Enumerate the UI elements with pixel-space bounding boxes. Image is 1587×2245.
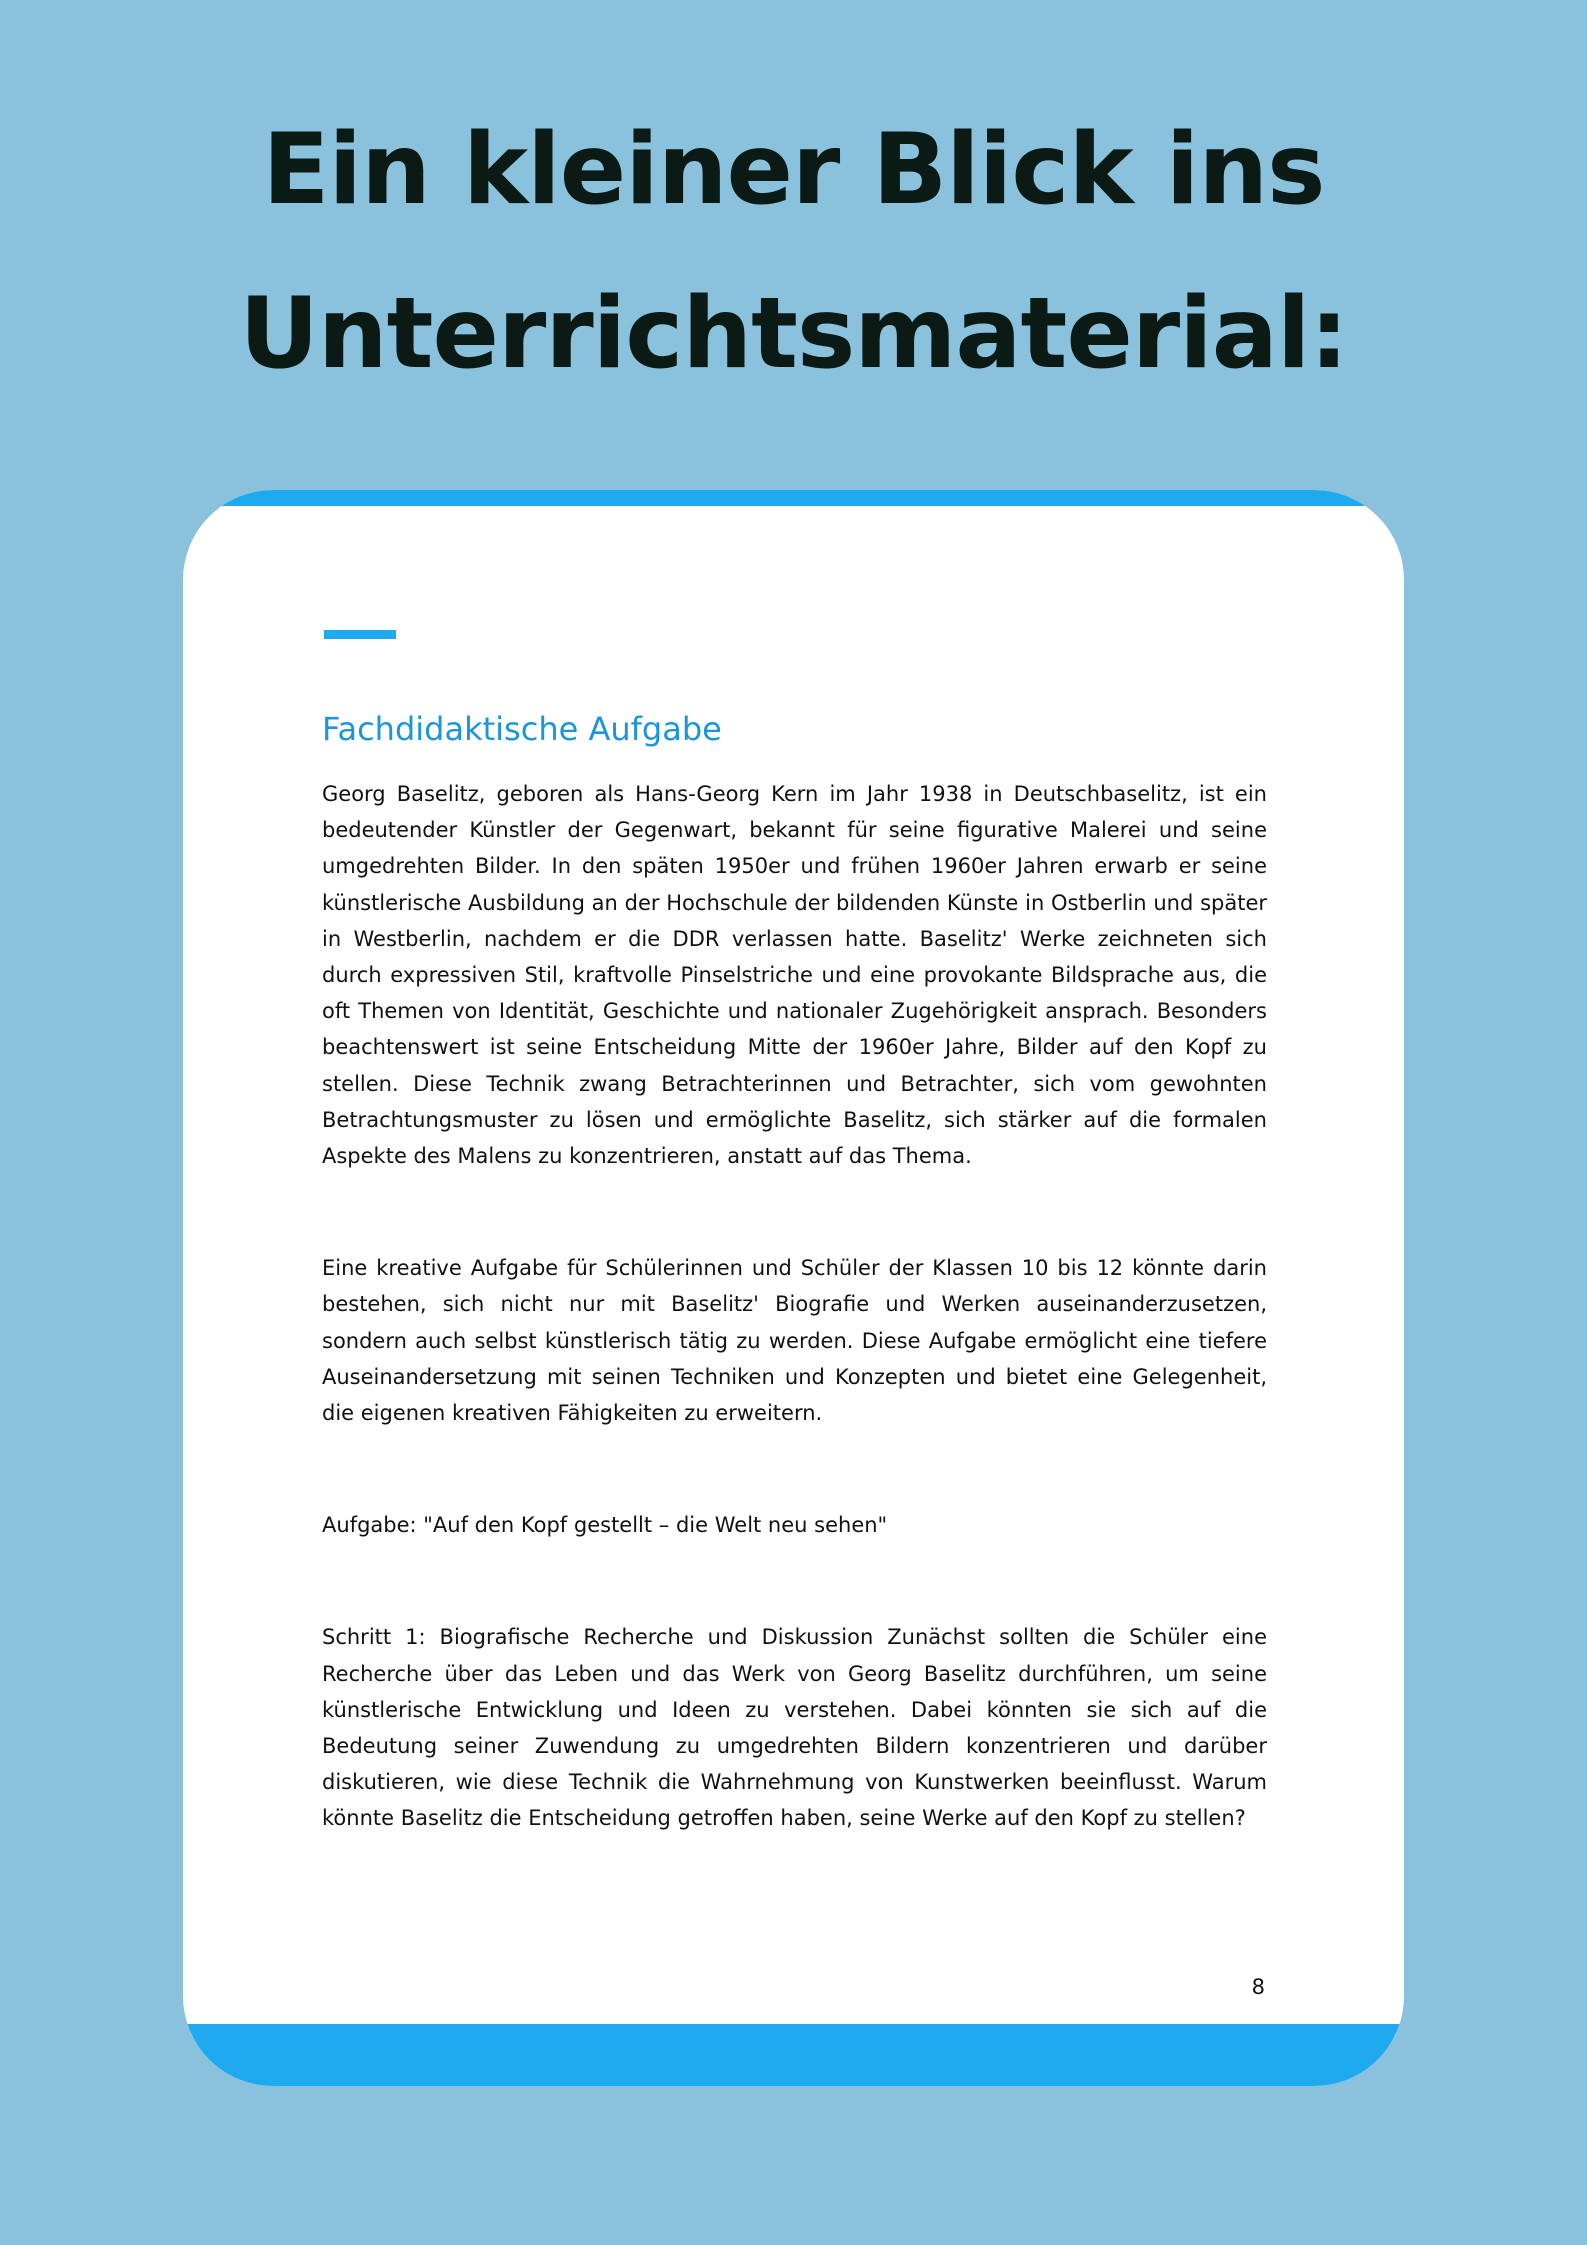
section-heading: Fachdidaktische Aufgabe: [322, 710, 722, 748]
document-card: [183, 490, 1404, 2086]
page-title: [0, 88, 1587, 416]
paragraph-step-1: Schritt 1: Biografische Recherche und Diskussion Zunächst sollten die Schüler eine Recherche über das Leben und das Werk von Georg Baselitz durchführen, um seine künstlerische Entwicklung und Ideen zu verstehen. Dabei könnten sie sich auf die Bedeutung seiner Zuwendung zu umgedrehten Bildern konzentrieren und darüber diskutieren, wie diese Technik die Wahrnehmung von Kunstwerken beeinflusst. Warum könnte Baselitz die Entscheidung getroffen haben, seine Werke auf den Kopf zu stellen?: [322, 1625, 1267, 1831]
page-title-line-1: Ein kleiner Blick ins: [262, 113, 1325, 227]
card-bottom-accent-bar: [183, 2024, 1404, 2086]
accent-dash: [324, 630, 396, 639]
card-top-accent-bar: [183, 490, 1404, 506]
card-content: [322, 708, 1267, 1837]
paragraph-biography: Georg Baselitz, geboren als Hans-Georg Kern im Jahr 1938 in Deutschbaselitz, ist ein bedeutender Künstler der Gegenwart, bekannt für seine figurative Malerei und seine umgedrehten Bilder. In den späten 1950er und frühen 1960er Jahren erwarb er seine künstlerische Ausbildung an der Hochschule der bildenden Künste in Ostberlin und später in Westberlin, nachdem er die DDR verlassen hatte. Baselitz' Werke zeichneten sich durch expressiven Stil, kraftvolle Pinselstriche und eine provokante Bildsprache aus, die oft Themen von Identität, Geschichte und nationaler Zugehörigkeit ansprach. Besonders beachtenswert ist seine Entscheidung Mitte der 1960er Jahre, Bilder auf den Kopf zu stellen. Diese Technik zwang Betrachterinnen und Betrachter, sich vom gewohnten Betrachtungsmuster zu lösen und ermöglichte Baselitz, sich stärker auf die formalen Aspekte des Malens zu konzentrieren, anstatt auf das Thema.: [322, 782, 1267, 1169]
paragraph-task-title: Aufgabe: "Auf den Kopf gestellt – die Welt neu sehen": [322, 1513, 888, 1538]
page-number: 8: [1251, 1975, 1265, 1999]
page-title-line-2: Unterrichtsmaterial:: [239, 277, 1348, 391]
paragraph-creative-task: Eine kreative Aufgabe für Schülerinnen und Schüler der Klassen 10 bis 12 könnte darin bestehen, sich nicht nur mit Baselitz' Biografie und Werken auseinanderzusetzen, sondern auch selbst künstlerisch tätig zu werden. Diese Aufgabe ermöglicht eine tiefere Auseinandersetzung mit seinen Techniken und Konzepten und bietet eine Gelegenheit, die eigenen kreativen Fähigkeiten zu erweitern.: [322, 1256, 1267, 1426]
